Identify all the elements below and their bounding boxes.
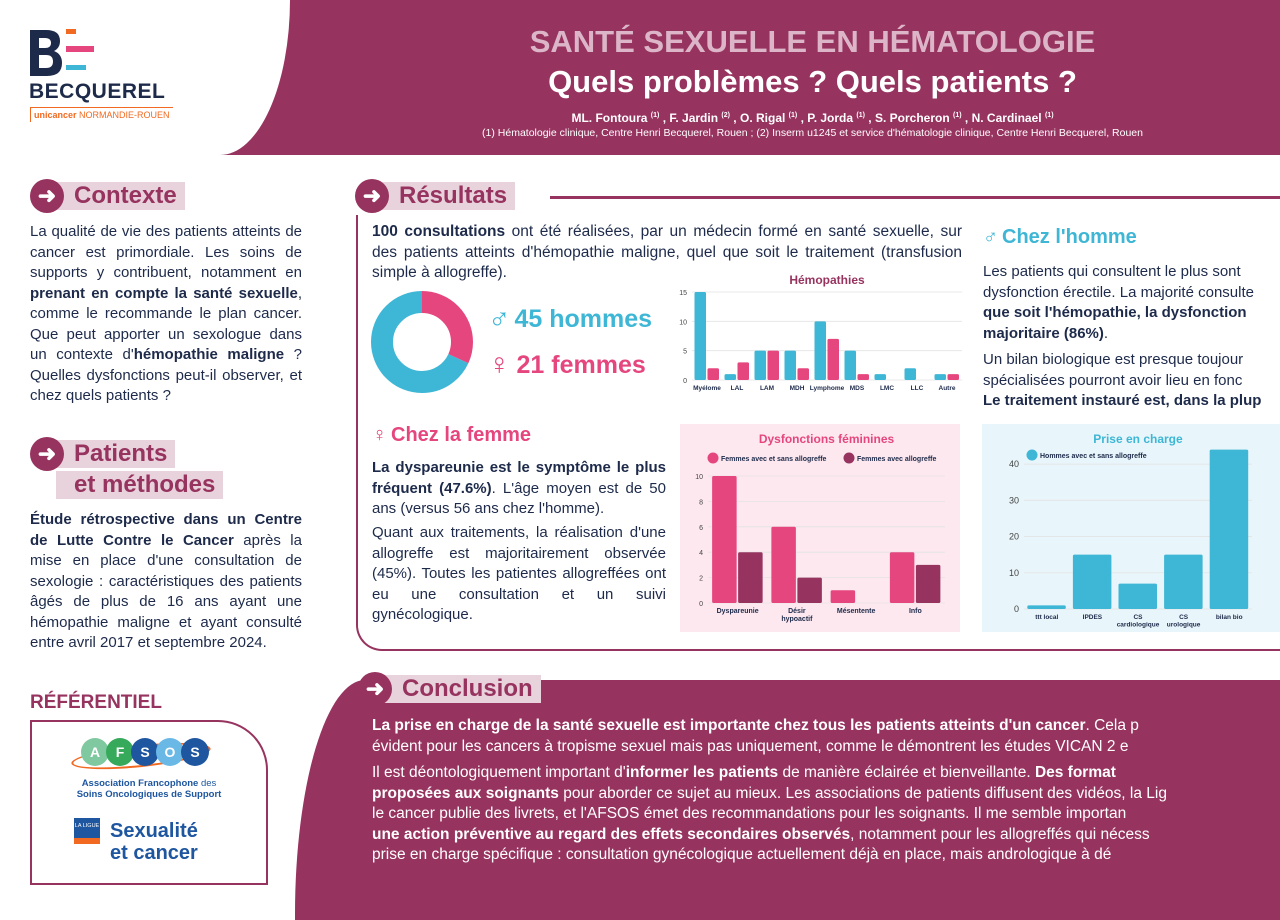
afsos-name-1: Association Francophone [81,778,199,789]
logo-area [0,0,290,155]
author-affiliation: (1) [953,112,962,119]
bar-lam-series-1 [755,351,767,380]
unicancer-label: unicancer [34,110,77,120]
bar-cs-cardiologique-series-1 [1119,584,1158,609]
prise-en-charge-panel [982,424,1280,632]
text-segment: prise en charge spécifique : consultation gynécologique actuellement déjà en place, mais andrologique à dé [372,846,1112,863]
text-segment: , comme le recommande le plan cancer. Que peut apporter un sexologue dans un contexte d' [30,284,302,363]
male-icon: ♂ [983,226,998,248]
text-line [372,716,1280,737]
femmes-label: 21 femmes [516,350,646,379]
bold-text: que soit l'hémopathie, la dysfonction [983,304,1247,321]
resultats-heading [355,179,515,213]
author-name: ML. Fontoura [571,111,648,125]
bold-text: majoritaire (86%) [983,324,1104,342]
chart-title: Prise en charge [1093,432,1183,446]
x-tick-label: CS urologique [1166,614,1201,629]
unicancer-logo [30,107,173,122]
x-tick-label: Info [908,608,922,615]
hommes-stat [488,302,652,336]
bold-text: La dyspareunie est le symptôme le plus fréquent (47.6%) [372,459,666,497]
x-tick-label: MDH [789,385,805,392]
author-affiliation: (1) [856,112,865,119]
x-tick-label: Mésentente [836,608,876,615]
contexte-title: Contexte [56,182,185,210]
text-line [983,371,1280,392]
legend-marker [708,453,719,464]
bold-text: proposées aux soignants [372,784,559,802]
author-affiliation: (1) [1044,112,1054,119]
homme-heading [983,226,1137,249]
guide-title-2: et cancer [110,842,198,864]
bar-lam-series-2 [768,351,780,380]
femme-title: Chez la femme [391,424,532,446]
text-line [372,825,1280,846]
bar-désir-hypoactif-series-2 [797,578,822,603]
y-tick-label: 20 [1008,531,1019,542]
dysfonctions-chart [680,424,960,632]
region-label: NORMANDIE-ROUEN [79,110,170,120]
legend-label: Femmes avec et sans allogreffe [721,456,827,463]
bold-text: Des format [1034,764,1116,781]
text-segment: . L'âge moyen est de 50 ans (versus 56 ans chez l'homme). [372,479,666,517]
bold-text: hémopathie maligne [133,346,285,363]
y-tick-label: 5 [683,348,687,356]
author-name: F. Jardin [669,111,719,125]
afsos-logo [77,737,207,773]
methodes-title-2: et méthodes [56,471,223,499]
hommes-label: 45 hommes [514,304,653,333]
y-tick-label: 8 [699,499,703,507]
bar-lal-series-1 [725,374,737,380]
contexte-heading [30,179,185,213]
bold-text: 100 consultations [372,223,506,240]
text-segment: après la mise en place d'une consultation de sexologie : caractéristiques des patients âgés de plus de 16 ans ayant une hémopathie maligne et ayant consulté entre avril 2017 et septembre 2024. [30,531,302,651]
text-segment: . Cela p [1085,717,1139,734]
bar-info-series-2 [916,565,941,603]
conclusion-title: Conclusion [384,675,541,703]
guide-title [110,820,198,864]
bold-text: prenant en compte la santé sexuelle [30,284,298,302]
x-tick-label: IPDES [1082,614,1103,621]
text-line [983,350,1280,371]
logo-name: BECQUEREL [29,80,166,103]
y-tick-label: 15 [679,290,687,297]
y-tick-label: 0 [683,378,687,385]
becquerel-logo-mark [28,28,108,78]
bar-info-series-1 [890,552,915,603]
y-tick-label: 4 [699,550,703,558]
afsos-letter: S [131,738,159,766]
affiliations: (1) Hématologie clinique, Centre Henri Becquerel, Rouen ; (2) Inserm u1245 et service d'hématologie clinique, Centre Henri Becquerel, Rouen [482,127,1143,139]
text-segment: spécialisées pourront avoir lieu en fonc [983,371,1243,389]
text-segment: ? Quelles dysfonctions peut-il observer, et chez quels patients ? [30,346,302,404]
bar-cs-urologique-series-1 [1164,555,1203,609]
text-line [983,391,1280,412]
bar-mdh-series-1 [785,351,797,380]
text-line [983,324,1280,345]
bar-bilan-bio-series-1 [1210,450,1249,609]
text-line [372,763,1280,784]
bar-mds-series-1 [845,351,857,380]
x-tick-label: Myélome [693,385,721,392]
bar-mésentente-series-1 [831,590,856,603]
femme-text-2 [372,523,666,626]
arrow-right-icon: ➜ [30,179,64,213]
homme-text [983,262,1280,412]
bold-text: La prise en charge de la santé sexuelle est importante chez tous les patients atteints d'un cancer [372,717,1086,734]
text-line [372,784,1280,805]
x-tick-label: LMC [879,385,895,392]
bar-dyspareunie-series-2 [738,552,763,603]
text-segment: Il est déontologiquement important d' [372,764,626,781]
afsos-letter: O [156,738,184,766]
afsos-letter: F [106,738,134,766]
arrow-right-icon: ➜ [358,672,392,706]
bar-autre-series-2 [948,374,960,380]
poster-subtitle: Quels problèmes ? Quels patients ? [548,64,1077,99]
text-segment: Les patients qui consultent le plus sont [983,263,1241,280]
bar-myélome-series-2 [708,368,720,380]
x-tick-label: LLC [910,385,924,392]
femmes-stat [488,348,646,382]
author-name: P. Jorda [807,111,854,125]
referentiel-box [30,720,268,885]
x-tick-label: Dyspareunie [716,608,759,615]
homme-title: Chez l'homme [1002,226,1137,248]
bar-lmc-series-1 [875,374,887,380]
male-icon: ♂ [488,302,511,335]
y-tick-label: 2 [699,575,703,583]
x-tick-label: Autre [938,385,956,392]
x-tick-label: bilan bio [1215,614,1243,621]
methodes-title-1: Patients [56,440,175,468]
bold-text: une action préventive au regard des effets secondaires observés [372,825,851,843]
ligue-logo: LA LIGUE [74,818,100,844]
afsos-name [32,778,266,800]
legend-marker [1027,450,1038,461]
author-affiliation: (1) [650,112,660,119]
bar-autre-series-1 [935,374,947,380]
legend-marker [844,453,855,464]
female-icon: ♀ [488,348,511,381]
femme-text-1 [372,458,666,520]
y-tick-label: 10 [695,474,703,481]
y-tick-label: 10 [1008,567,1019,578]
x-tick-label: LAM [759,385,775,392]
bar-myélome-series-1 [695,292,707,380]
author-name: S. Porcheron [874,111,950,125]
text-line [983,303,1280,324]
x-tick-label: Désir hypoactif [781,608,813,623]
text-line [983,262,1280,283]
bar-lal-series-2 [738,362,750,380]
bar-ttt-local-series-1 [1027,605,1066,609]
author-affiliation: (2) [721,112,730,119]
guide-title-1: Sexualité [110,820,198,842]
arrow-right-icon: ➜ [355,179,389,213]
text-line [372,845,1280,866]
poster-title: SANTÉ SEXUELLE EN HÉMATOLOGIE [529,24,1096,59]
hemopathies-chart [672,268,967,408]
methodes-heading [30,437,223,499]
bar-llc-series-1 [905,368,917,380]
text-segment: pour aborder ce sujet au mieux. Les associations de patients diffusent des vidéos, la Lig [558,784,1167,802]
afsos-name-3: Soins Oncologiques de Support [76,789,222,800]
text-line [372,804,1280,825]
afsos-letter: A [81,738,109,766]
y-tick-label: 30 [1008,495,1019,506]
text-segment: . [1103,324,1109,342]
text-segment: La qualité de vie des patients atteints de cancer est primordiale. Les soins de supports y contribuent, notamment en [30,223,302,281]
author-affiliation: (1) [788,112,798,119]
x-tick-label: Lymphome [809,385,845,392]
gender-donut-chart [370,290,474,394]
dysfonctions-panel [680,424,960,632]
prise-en-charge-chart [982,424,1280,632]
bar-mds-series-2 [858,374,870,380]
chart-title: Hémopathies [789,273,865,287]
chart-title: Dysfonctions féminines [758,432,895,446]
author-name: N. Cardinael [971,111,1042,125]
legend-label: Hommes avec et sans allogreffe [1040,453,1147,460]
conclusion-text [372,716,1280,866]
x-tick-label: LAL [730,385,744,392]
resultats-title: Résultats [381,182,515,210]
afsos-letter: S [181,738,209,766]
y-tick-label: 0 [1013,604,1019,614]
female-icon: ♀ [372,424,387,446]
text-segment: de manière éclairée et bienveillante. [778,764,1035,781]
text-segment: , notamment pour les allogreffés qui nécess [850,825,1150,843]
text-segment: Un bilan biologique est presque toujour [983,351,1244,368]
text-line [983,283,1280,304]
text-segment: évident pour les cancers à tropisme sexuel mais pas uniquement, comme le démontrent les études VICAN 2 e [372,737,1129,755]
afsos-name-2: des [198,778,217,789]
bold-text: informer les patients [625,764,779,781]
methodes-text [30,510,302,654]
resultats-divider [550,196,1280,199]
text-segment: ont été réalisées, par un médecin formé en santé sexuelle, sur des patients atteints d'hémopathie maligne, quel que soit le traitement (transfusion simple à allogreffe). [372,223,962,281]
bold-text: Le traitement instauré est, dans la plup [983,392,1262,409]
x-tick-label: MDS [849,385,865,392]
text-segment: dysfonction érectile. La majorité consulte [983,283,1254,301]
text-line [372,737,1280,758]
contexte-text [30,222,302,407]
conclusion-heading [358,672,541,706]
bar-dyspareunie-series-1 [712,476,737,603]
bold-text: Étude rétrospective dans un Centre de Lutte Contre le Cancer [30,511,302,549]
text-segment: le cancer publie des livrets, et l'AFSOS émet des recommandations pour les soignants. Il me semble importan [372,805,1127,822]
x-tick-label: ttt local [1035,614,1059,621]
author-name: O. Rigal [739,111,786,125]
bar-lymphome-series-2 [828,339,840,380]
bar-ipdes-series-1 [1073,555,1112,609]
referentiel-title: RÉFÉRENTIEL [30,692,162,713]
femme-heading [372,424,531,447]
y-tick-label: 0 [699,601,703,608]
arrow-right-icon: ➜ [30,437,64,471]
authors: ML. Fontoura $^{(1)}$ , F. Jardin $^{(2)}$ , O. Rigal $^{(1)}$ , P. Jorda $^{(1)}$ , S. Porcheron $^{(1)}$ , N. Cardinael $^{(1)}$ [571,111,1054,125]
y-tick-label: 6 [699,524,703,532]
x-tick-label: CS cardiologique [1116,614,1160,629]
y-tick-label: 10 [679,319,687,327]
y-tick-label: 40 [1008,459,1019,470]
text-segment: Quant aux traitements, la réalisation d'une allogreffe est majoritairement observée (45%). Toutes les patientes allogreffées ont eu une consultation et un suivi gynécologique. [372,524,666,623]
bar-désir-hypoactif-series-1 [771,527,796,603]
bar-lymphome-series-1 [815,321,827,380]
legend-label: Femmes avec allogreffe [857,456,937,463]
bar-mdh-series-2 [798,368,810,380]
